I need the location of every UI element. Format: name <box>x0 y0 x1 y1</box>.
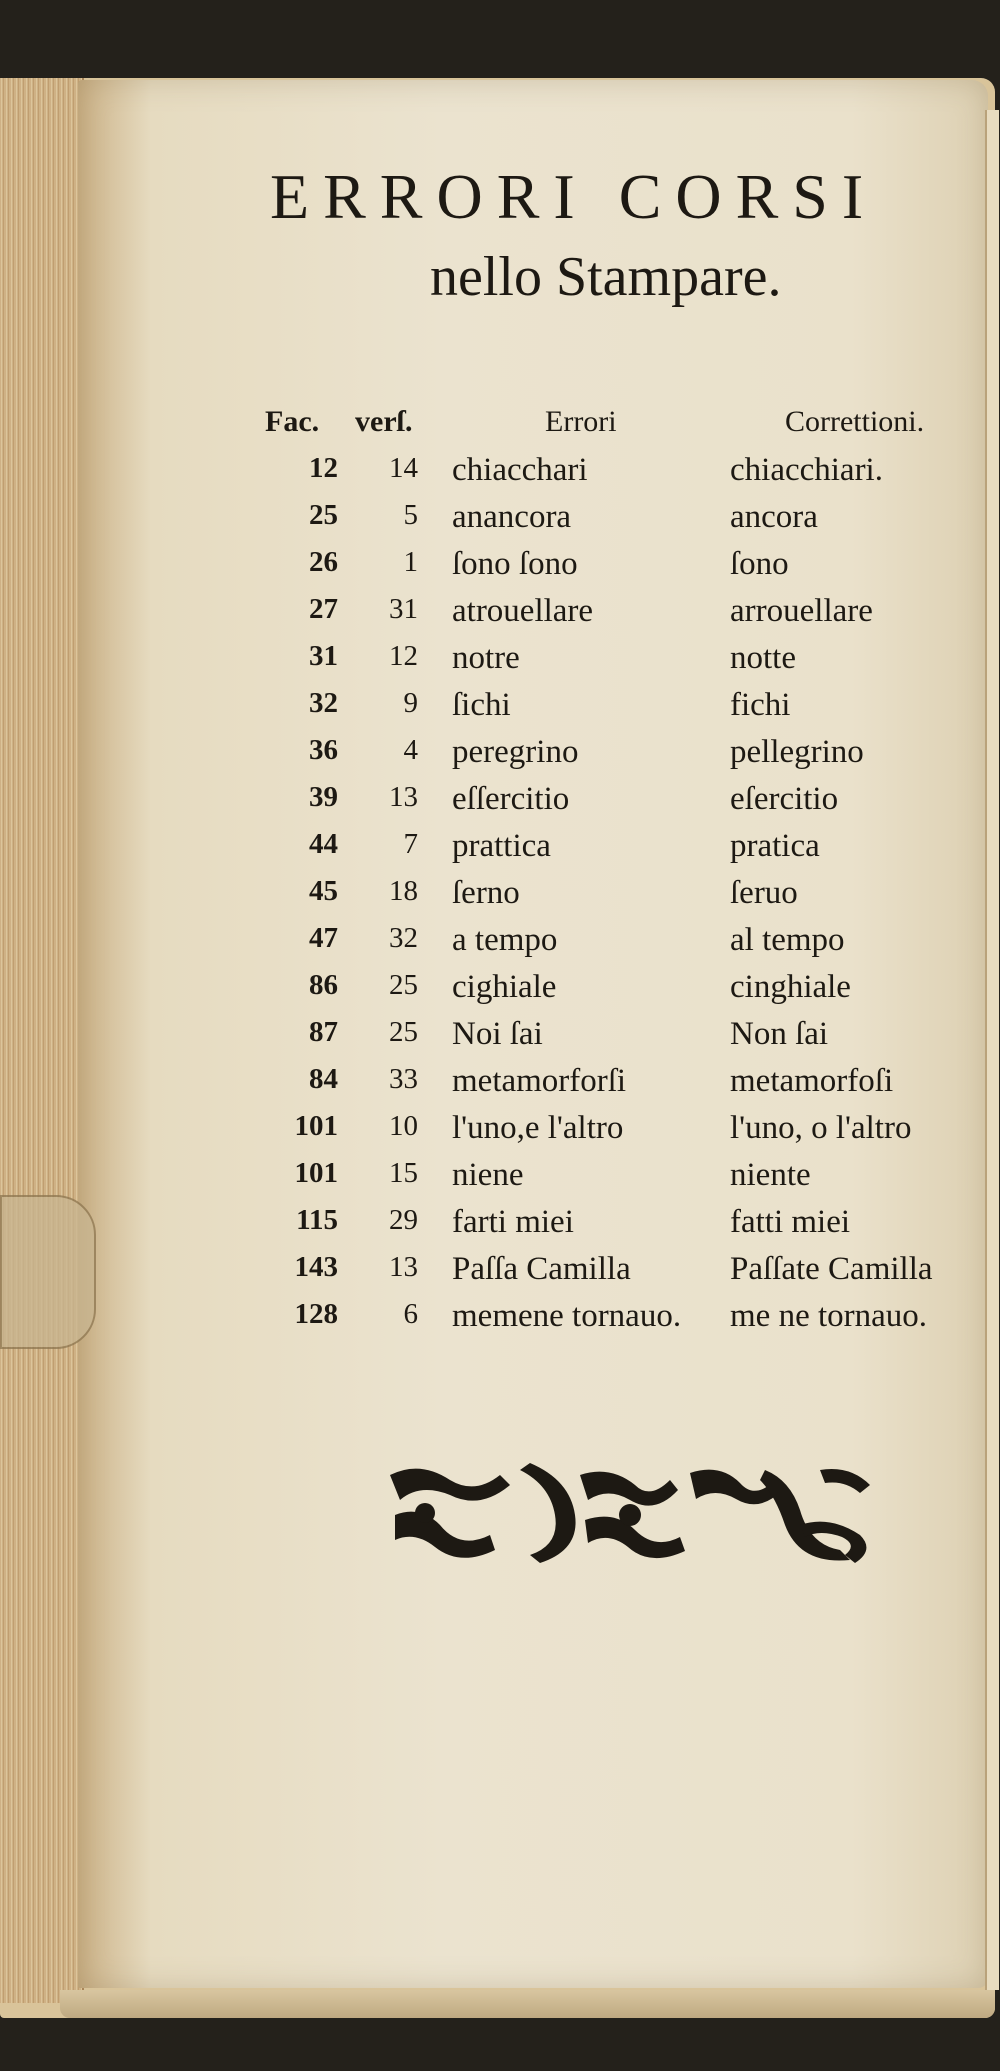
cell-fac: 143 <box>294 1251 338 1283</box>
cell-vers: 13 <box>389 781 418 813</box>
cell-correttione: notte <box>730 640 796 676</box>
header-correttioni: Correttioni. <box>785 405 925 438</box>
cell-vers: 10 <box>389 1110 418 1142</box>
floral-tailpiece-ornament <box>380 1455 880 1570</box>
cell-correttione: fichi <box>730 687 791 723</box>
cell-errore: Paſſa Camilla <box>452 1251 631 1287</box>
cell-vers: 29 <box>389 1204 418 1236</box>
header-vers: verſ. <box>355 405 413 438</box>
cell-errore: peregrino <box>452 734 579 770</box>
cell-vers: 32 <box>389 922 418 954</box>
cell-vers: 12 <box>389 640 418 672</box>
cell-vers: 15 <box>389 1157 418 1189</box>
table-row <box>0 687 1000 734</box>
cell-errore: atrouellare <box>452 593 594 629</box>
cell-correttione: ſeruo <box>730 875 798 911</box>
cell-errore: farti miei <box>452 1204 574 1240</box>
cell-correttione: arrouellare <box>730 593 873 629</box>
table-row <box>0 1251 1000 1298</box>
table-row <box>0 1063 1000 1110</box>
cell-vers: 6 <box>403 1298 418 1330</box>
cell-errore: ſichi <box>452 687 511 723</box>
cell-fac: 84 <box>309 1063 338 1095</box>
cell-correttione: me ne tornauo. <box>730 1298 928 1334</box>
cell-fac: 31 <box>309 640 338 672</box>
cell-vers: 4 <box>403 734 418 766</box>
cell-correttione: l'uno, o l'altro <box>730 1110 912 1146</box>
table-row <box>0 546 1000 593</box>
cell-vers: 9 <box>403 687 418 719</box>
cell-errore: cighiale <box>452 969 557 1005</box>
cell-errore: ſerno <box>452 875 520 911</box>
cell-fac: 101 <box>294 1157 338 1189</box>
cell-errore: memene tornauo. <box>452 1298 682 1334</box>
cell-correttione: ſono <box>730 546 789 582</box>
errata-table <box>0 452 1000 1345</box>
cell-correttione: cinghiale <box>730 969 851 1005</box>
table-row <box>0 593 1000 640</box>
table-row <box>0 875 1000 922</box>
cell-correttione: eſercitio <box>730 781 839 817</box>
cell-fac: 27 <box>309 593 338 625</box>
cell-vers: 1 <box>403 546 418 578</box>
cell-fac: 39 <box>309 781 338 813</box>
cell-vers: 5 <box>403 499 418 531</box>
table-row <box>0 499 1000 546</box>
cell-fac: 115 <box>296 1204 338 1236</box>
cell-fac: 101 <box>294 1110 338 1142</box>
table-row <box>0 1110 1000 1157</box>
cell-errore: niene <box>452 1157 524 1193</box>
table-row <box>0 781 1000 828</box>
table-row <box>0 828 1000 875</box>
cell-errore: chiacchari <box>452 452 588 488</box>
cell-errore: anancora <box>452 499 572 535</box>
cell-fac: 32 <box>309 687 338 719</box>
cell-fac: 36 <box>309 734 338 766</box>
cell-correttione: ancora <box>730 499 818 535</box>
table-row <box>0 452 1000 499</box>
cell-vers: 13 <box>389 1251 418 1283</box>
cell-errore: Noi ſai <box>452 1016 543 1052</box>
cell-vers: 7 <box>403 828 418 860</box>
table-row <box>0 1016 1000 1063</box>
cell-fac: 26 <box>309 546 338 578</box>
cell-errore: a tempo <box>452 922 558 958</box>
table-row <box>0 969 1000 1016</box>
cell-fac: 47 <box>309 922 338 954</box>
cell-correttione: pellegrino <box>730 734 864 770</box>
cell-vers: 14 <box>389 452 418 484</box>
cell-fac: 86 <box>309 969 338 1001</box>
table-row <box>0 1298 1000 1345</box>
cell-fac: 45 <box>309 875 338 907</box>
title-line-2: nello Stampare. <box>430 246 782 308</box>
cell-correttione: fatti miei <box>730 1204 851 1240</box>
cell-correttione: pratica <box>730 828 820 864</box>
cell-errore: ſono ſono <box>452 546 578 582</box>
cell-errore: notre <box>452 640 520 676</box>
cell-errore: prattica <box>452 828 551 864</box>
cell-vers: 25 <box>389 969 418 1001</box>
table-row <box>0 1157 1000 1204</box>
cell-vers: 18 <box>389 875 418 907</box>
table-row <box>0 734 1000 781</box>
page-bottom-edge <box>60 1990 995 2018</box>
cell-errore: metamorforſi <box>452 1063 627 1099</box>
table-row <box>0 922 1000 969</box>
title-line-1: ERRORI CORSI <box>270 161 878 232</box>
cell-correttione: metamorfoſi <box>730 1063 894 1099</box>
cell-vers: 31 <box>389 593 418 625</box>
cell-errore: eſſercitio <box>452 781 570 817</box>
cell-correttione: chiacchiari. <box>730 452 883 488</box>
cell-vers: 25 <box>389 1016 418 1048</box>
cell-vers: 33 <box>389 1063 418 1095</box>
header-errori: Errori <box>545 405 617 438</box>
table-header <box>0 405 1000 445</box>
cell-errore: l'uno,e l'altro <box>452 1110 624 1146</box>
cell-fac: 12 <box>309 452 338 484</box>
cell-fac: 128 <box>294 1298 338 1330</box>
cell-fac: 44 <box>309 828 338 860</box>
cell-correttione: Paſſate Camilla <box>730 1251 933 1287</box>
cell-correttione: al tempo <box>730 922 845 958</box>
cell-fac: 87 <box>309 1016 338 1048</box>
cell-fac: 25 <box>309 499 338 531</box>
table-row <box>0 640 1000 687</box>
table-row <box>0 1204 1000 1251</box>
header-fac: Fac. <box>265 405 320 438</box>
cell-correttione: Non ſai <box>730 1016 829 1052</box>
cell-correttione: niente <box>730 1157 811 1193</box>
